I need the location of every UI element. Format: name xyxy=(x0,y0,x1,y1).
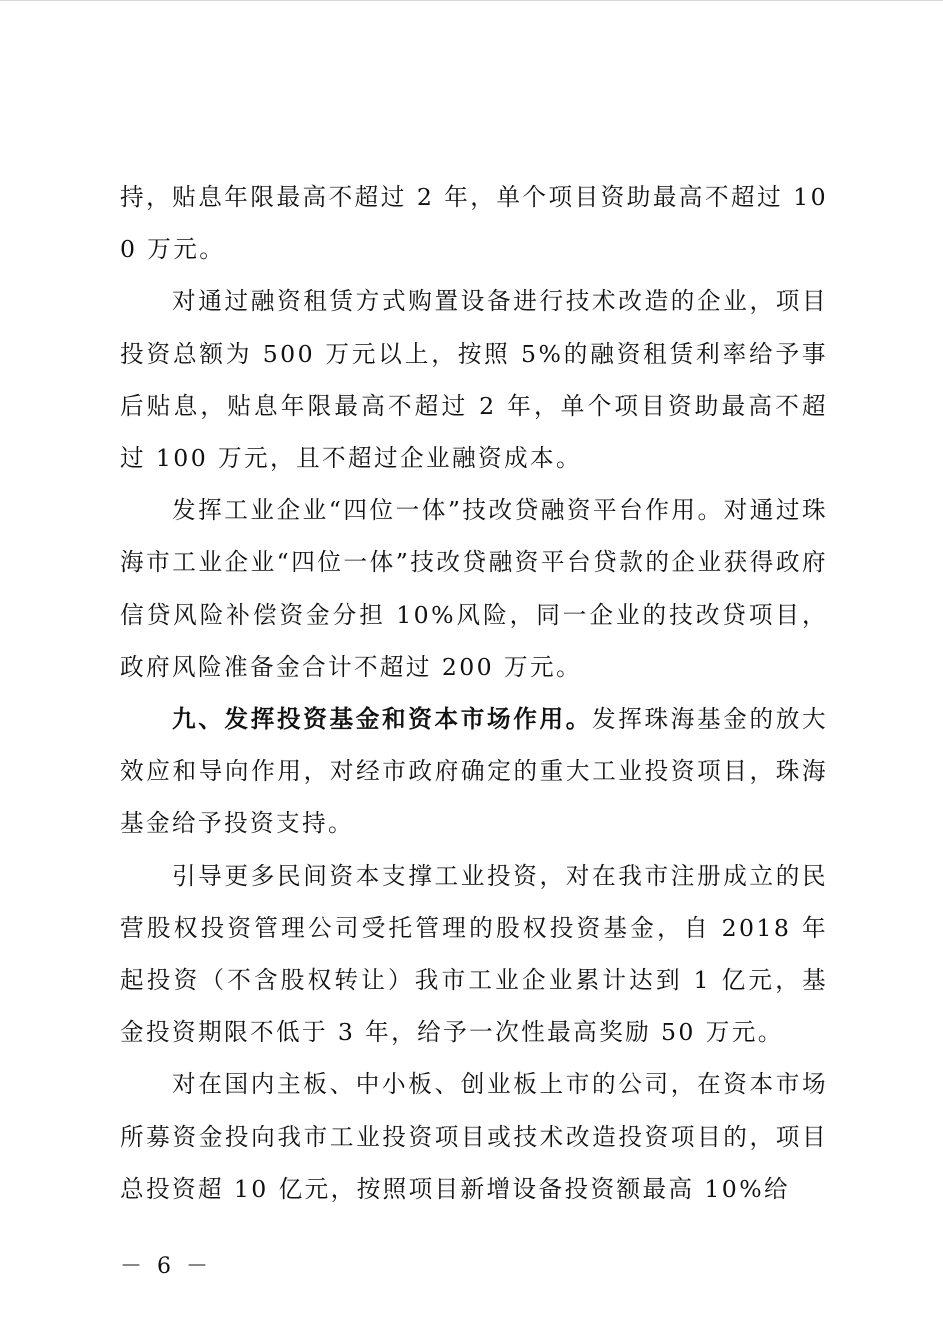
paragraph-loan-platform: 发挥工业企业“四位一体”技改贷融资平台作用。对通过珠海市工业企业“四位一体”技改贷融资平台贷款的企业获得政府信贷风险补偿资金分担 10%风险，同一企业的技改贷项目，政府风险准备金合计不超过 200 万元。 xyxy=(120,496,828,681)
paragraph-private-capital: 引导更多民间资本支撑工业投资，对在我市注册成立的民营股权投资管理公司受托管理的股权投资基金，自 2018 年起投资（不含股权转让）我市工业企业累计达到 1 亿元，基金投资期限不低于 3 年，给予一次性最高奖励 50 万元。 xyxy=(120,861,828,1047)
page-number: － 6 － xyxy=(120,1254,212,1279)
section-heading: 九、发挥投资基金和资本市场作用。 xyxy=(172,705,592,734)
section-body: 发挥珠海基金的放大效应和导向作用，对经市政府确定的重大工业投资项目，珠海基金给予投资支持。 xyxy=(120,705,828,838)
document-body xyxy=(120,171,828,1215)
paragraph-listed-companies: 对在国内主板、中小板、创业板上市的公司，在资本市场所募资金投向我市工业投资项目或技术改造投资项目的，项目总投资超 10 亿元，按照项目新增设备投资额最高 10%给 xyxy=(120,1070,828,1203)
paragraph-continuation: 持，贴息年限最高不超过 2 年，单个项目资助最高不超过 100 万元。 xyxy=(120,183,828,264)
paragraph-section-nine xyxy=(120,693,828,850)
paragraph-financial-leasing: 对通过融资租赁方式购置设备进行技术改造的企业，项目投资总额为 500 万元以上，按照 5%的融资租赁利率给予事后贴息，贴息年限最高不超过 2 年，单个项目资助最高不超过 100 万元，且不超过企业融资成本。 xyxy=(120,287,828,473)
